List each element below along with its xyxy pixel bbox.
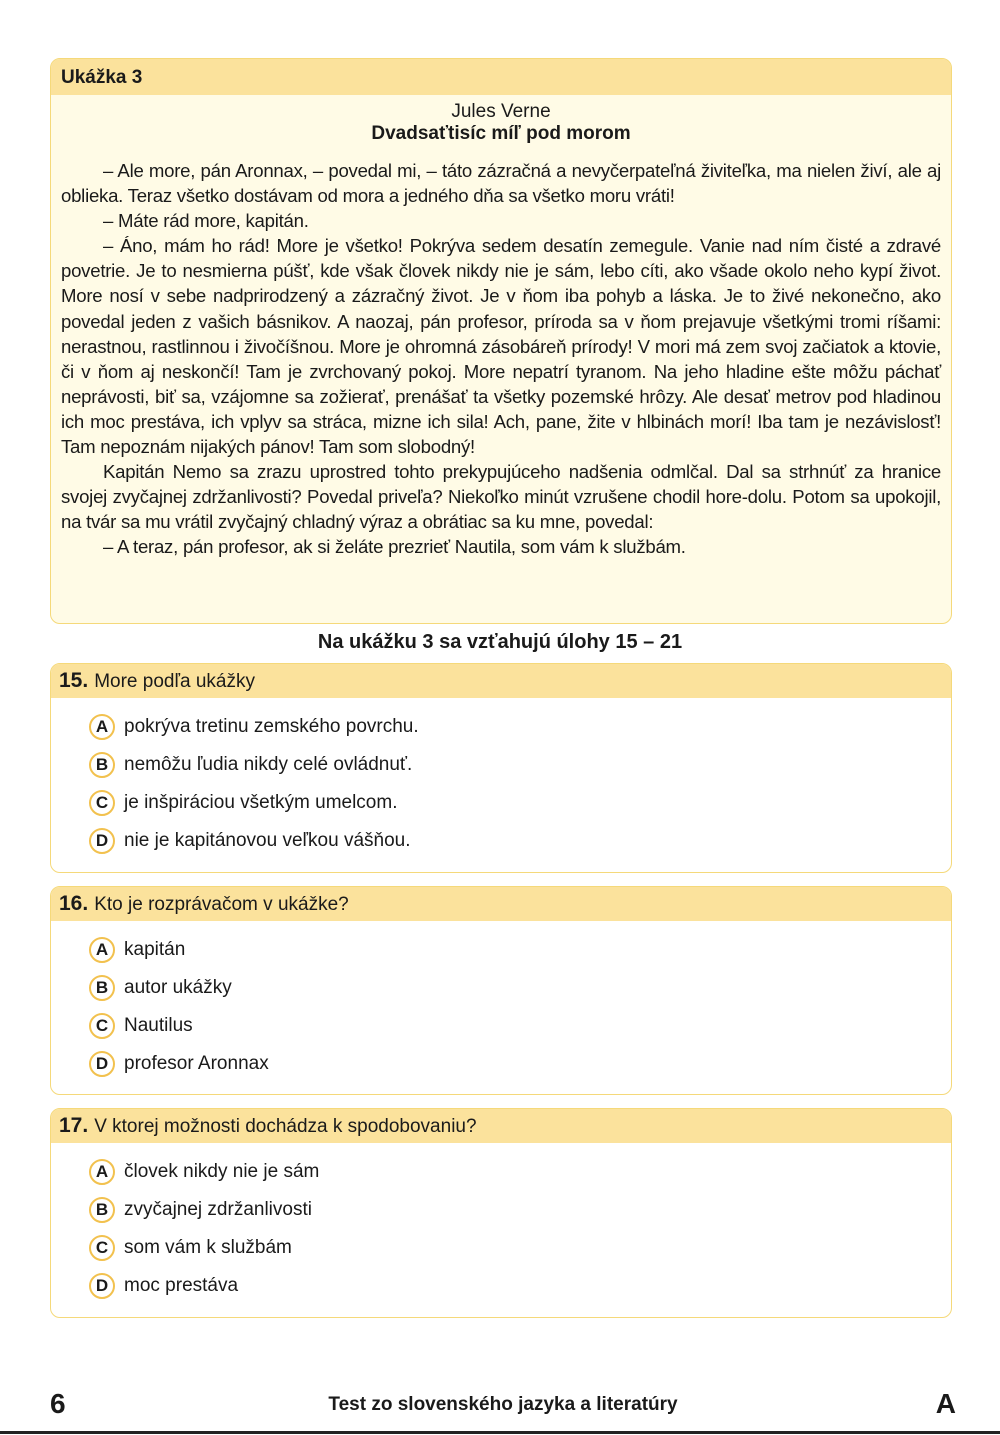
question-17 (50, 1108, 952, 1318)
page-footer (50, 1388, 956, 1422)
answer-options (51, 921, 951, 1083)
excerpt-paragraph: – Ale more, pán Aronnax, – povedal mi, – táto zázračná a nevyčerpateľná živiteľka, ma nielen živí, ale aj oblieka. Teraz všetko dostávam od mora a jedného dňa sa všetko moru vráti! (61, 160, 941, 207)
question-number: 16. (59, 892, 89, 915)
answer-option-a[interactable] (89, 931, 951, 969)
answer-option-c[interactable] (89, 1229, 951, 1267)
option-text: nie je kapitánovou veľkou vášňou. (124, 830, 411, 851)
question-header (51, 887, 951, 921)
option-letter-c[interactable]: C (89, 790, 115, 816)
answer-option-b[interactable] (89, 969, 951, 1007)
option-text: je inšpiráciou všetkým umelcom. (124, 792, 398, 813)
option-letter-c[interactable]: C (89, 1013, 115, 1039)
option-letter-b[interactable]: B (89, 1197, 115, 1223)
question-16 (50, 886, 952, 1095)
option-text: Nautilus (124, 1015, 193, 1036)
option-letter-a[interactable]: A (89, 714, 115, 740)
option-text: kapitán (124, 939, 186, 960)
answer-option-b[interactable] (89, 746, 951, 784)
option-letter-d[interactable]: D (89, 828, 115, 854)
excerpt-paragraph: – Áno, mám ho rád! More je všetko! Pokrýva sedem desatín zemegule. Vanie nad ním čisté a zdravé povetrie. Je to nesmierna púšť, kde však človek nikdy nie je sám, lebo cíti, ako všade okolo neho kypí život. More nosí v sebe nadprirodzený a zázračný život. Je v ňom iba pohyb a láska. Je to živé nekonečno, ako povedal jeden z vašich básnikov. A naozaj, pán profesor, príroda sa v ňom prejavuje všetkými tromi ríšami: nerastnou, rastlinnou i živočíšnou. More je ohromná zásobáreň prírody! V mori má zem svoj začiatok a ktovie, či v ňom aj neskončí! Tam je zvrchovaný pokoj. More nepatrí tyranom. Na jeho hladine ešte môžu páchať neprávosti, biť sa, vzájomne sa zožierať, prenášať ta všetky pozemské hrôzy. Ale desať metrov pod hladinou ich moc prestáva, ich vplyv sa stráca, mizne ich sila! Ach, pane, žite v hlbinách morí! Iba tam je nezávislosť! Tam nepoznám nijakých pánov! Tam som slobodný! (61, 235, 941, 458)
answer-option-c[interactable] (89, 784, 951, 822)
option-letter-d[interactable]: D (89, 1051, 115, 1077)
question-number: 15. (59, 669, 89, 692)
footer-title: Test zo slovenského jazyka a literatúry (328, 1394, 678, 1415)
option-letter-b[interactable]: B (89, 975, 115, 1001)
bottom-divider (0, 1431, 1000, 1434)
page-number: 6 (50, 1388, 66, 1419)
option-text: zvyčajnej zdržanlivosti (124, 1199, 312, 1220)
excerpt-paragraph: Kapitán Nemo sa zrazu uprostred tohto prekypujúceho nadšenia odmlčal. Dal sa strhnúť za hranice svojej zvyčajnej zdržanlivosti? Povedal priveľa? Niekoľko minút vzrušene chodil hore-dolu. Potom sa upokojil, na tvár sa mu vrátil zvyčajný chladný výraz a obrátiac sa ku mne, povedal: (61, 461, 941, 533)
question-15 (50, 663, 952, 873)
answer-option-d[interactable] (89, 1267, 951, 1305)
answer-options (51, 698, 951, 860)
answer-options (51, 1143, 951, 1305)
option-text: človek nikdy nie je sám (124, 1161, 320, 1182)
option-letter-b[interactable]: B (89, 752, 115, 778)
section-heading: Na ukážku 3 sa vzťahujú úlohy 15 – 21 (317, 631, 683, 653)
excerpt-paragraph: – A teraz, pán profesor, ak si želáte prezrieť Nautila, som vám k službám. (103, 536, 686, 558)
option-text: nemôžu ľudia nikdy celé ovládnuť. (124, 754, 413, 775)
option-text: profesor Aronnax (124, 1053, 269, 1074)
question-text: Kto je rozprávačom v ukážke? (94, 894, 349, 915)
answer-option-a[interactable] (89, 1153, 951, 1191)
excerpt-paragraph: – Máte rád more, kapitán. (103, 210, 309, 232)
answer-option-c[interactable] (89, 1007, 951, 1045)
test-variant: A (935, 1388, 956, 1419)
excerpt-label: Ukážka 3 (51, 59, 951, 95)
option-letter-a[interactable]: A (89, 1159, 115, 1185)
excerpt-title: Dvadsaťtisíc míľ pod morom (371, 123, 631, 144)
option-text: autor ukážky (124, 977, 232, 998)
question-header (51, 664, 951, 698)
question-number: 17. (59, 1114, 89, 1137)
option-text: som vám k službám (124, 1237, 292, 1258)
answer-option-b[interactable] (89, 1191, 951, 1229)
excerpt-author: Jules Verne (451, 101, 551, 122)
question-text: More podľa ukážky (94, 671, 255, 692)
answer-option-d[interactable] (89, 822, 951, 860)
question-header (51, 1109, 951, 1143)
question-text: V ktorej možnosti dochádza k spodobovaniu? (94, 1116, 477, 1137)
excerpt-box (50, 58, 952, 624)
answer-option-a[interactable] (89, 708, 951, 746)
excerpt-text (51, 145, 951, 560)
option-letter-a[interactable]: A (89, 937, 115, 963)
option-text: pokrýva tretinu zemského povrchu. (124, 716, 419, 737)
option-letter-d[interactable]: D (89, 1273, 115, 1299)
answer-option-d[interactable] (89, 1045, 951, 1083)
option-letter-c[interactable]: C (89, 1235, 115, 1261)
option-text: moc prestáva (124, 1275, 239, 1296)
